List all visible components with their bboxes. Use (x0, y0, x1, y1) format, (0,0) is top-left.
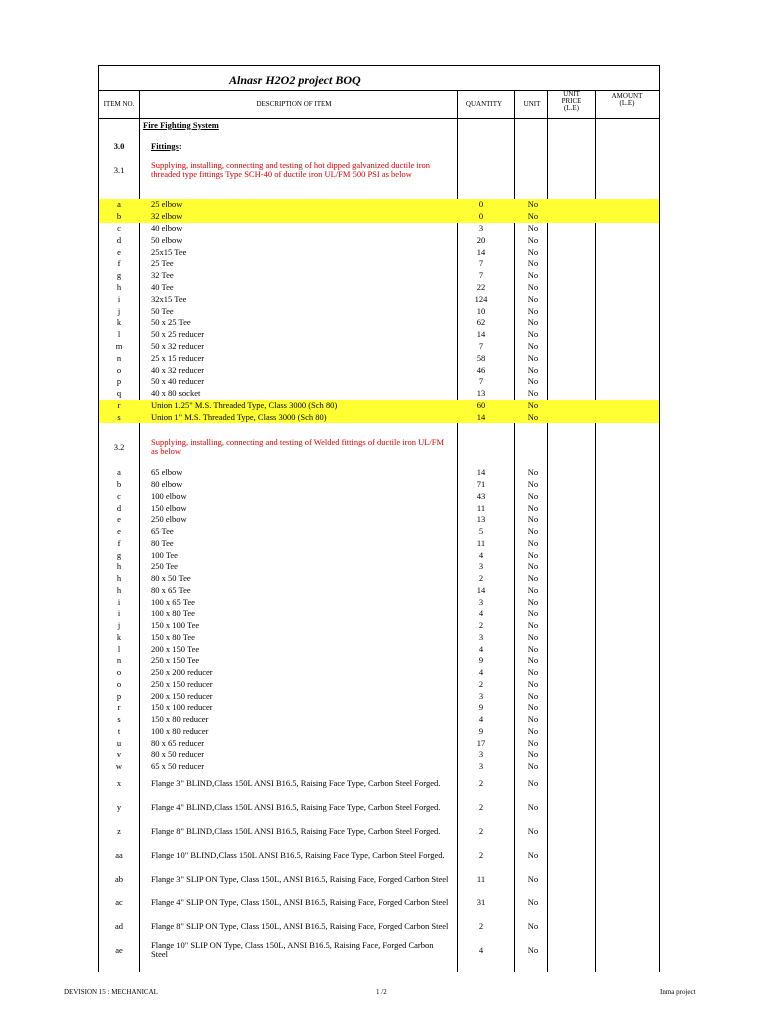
item-quantity: 17 (476, 737, 486, 748)
item-no: f (117, 537, 121, 548)
item-unit: No (527, 305, 539, 316)
item-quantity: 71 (476, 479, 486, 490)
item-quantity: 9 (478, 725, 484, 736)
table-row (99, 643, 659, 655)
section-title: Fire Fighting System (143, 119, 219, 130)
item-quantity: 10 (476, 305, 486, 316)
item-no: o (116, 667, 122, 678)
table-row (99, 772, 659, 796)
table-row (99, 329, 659, 341)
item-unit: No (527, 514, 539, 525)
item-description: 50 Tee (151, 305, 174, 316)
table-row (99, 679, 659, 691)
item-no: j (117, 620, 121, 631)
item-quantity: 3 (478, 631, 484, 642)
item-quantity: 43 (476, 490, 486, 501)
page-title: Alnasr H2O2 project BOQ (229, 73, 361, 87)
item-unit: No (527, 944, 539, 955)
item-unit: No (527, 678, 539, 689)
table-row (99, 305, 659, 317)
item-quantity: 4 (478, 549, 484, 560)
item-unit: No (527, 467, 539, 478)
item-no: l (117, 329, 121, 340)
item-no: s (117, 411, 121, 422)
header-quantity: QUANTITY (465, 99, 503, 108)
item-no: d (116, 502, 122, 513)
item-unit: No (527, 352, 539, 363)
item-quantity: 5 (478, 526, 484, 537)
table-row (99, 796, 659, 820)
item-unit: No (527, 364, 539, 375)
item-no: s (117, 714, 121, 725)
item-no: e (117, 514, 121, 525)
item-description: 200 x 150 Tee (151, 643, 200, 654)
item-unit: No (527, 655, 539, 666)
item-description: 50 x 40 reducer (151, 376, 205, 387)
table-row (99, 714, 659, 726)
item-unit: No (527, 620, 539, 631)
item-unit: No (527, 502, 539, 513)
item-description: 65 x 50 reducer (151, 761, 205, 772)
item-description: 25 elbow (151, 199, 183, 210)
item-no: u (116, 737, 122, 748)
item-unit: No (527, 608, 539, 619)
item-quantity: 3 (478, 749, 484, 760)
table-row (99, 608, 659, 620)
sub-item-3-1 (99, 154, 659, 186)
item-unit: No (527, 802, 539, 813)
item-no: g (116, 549, 122, 560)
item-no: a (117, 467, 121, 478)
item-description: 150 x 100 Tee (151, 620, 200, 631)
item-quantity: 60 (476, 399, 486, 410)
table-row (99, 667, 659, 679)
table-row (99, 388, 659, 400)
item-quantity: 31 (476, 897, 486, 908)
item-no: c (117, 222, 121, 233)
item-description: 100 elbow (151, 490, 187, 501)
item-description: 80 x 50 reducer (151, 749, 205, 760)
table-row (99, 376, 659, 388)
item-description: 80 Tee (151, 537, 174, 548)
item-no: f (117, 258, 121, 269)
item-no: y (116, 802, 122, 813)
item-no: n (116, 655, 122, 666)
item-quantity: 14 (476, 329, 486, 340)
item-description: 40 Tee (151, 281, 174, 292)
item-quantity: 46 (476, 364, 486, 375)
table-row (99, 843, 659, 867)
item-unit: No (527, 537, 539, 548)
sub-item-3-2-text: Supplying, installing, connecting and testing of Welded fittings of ductile iron UL/FM as below (151, 437, 445, 456)
item-no: g (116, 270, 122, 281)
item-quantity: 14 (476, 467, 486, 478)
item-unit: No (527, 849, 539, 860)
item-quantity: 4 (478, 643, 484, 654)
item-no: z (117, 825, 121, 836)
item-no: h (116, 281, 122, 292)
item-quantity: 7 (478, 258, 484, 269)
table-row (99, 400, 659, 412)
table-row (99, 282, 659, 294)
item-no: l (117, 643, 121, 654)
item-no: t (117, 725, 121, 736)
item-description: 50 elbow (151, 234, 183, 245)
item-quantity: 4 (478, 944, 484, 955)
item-quantity: 2 (478, 921, 484, 932)
table-row (99, 246, 659, 258)
item-quantity: 11 (476, 502, 486, 513)
table-row (99, 632, 659, 644)
item-no: b (116, 479, 122, 490)
item-unit: No (527, 340, 539, 351)
item-description: 250 elbow (151, 514, 187, 525)
item-description: 65 elbow (151, 467, 183, 478)
table-row (99, 234, 659, 246)
item-unit: No (527, 388, 539, 399)
item-description: 250 x 200 reducer (151, 667, 213, 678)
item-description: 25 Tee (151, 258, 174, 269)
item-unit: No (527, 329, 539, 340)
item-description: 25x15 Tee (151, 246, 187, 257)
item-description: 40 x 32 reducer (151, 364, 205, 375)
table-row (99, 467, 659, 479)
header-description: DESCRIPTION OF ITEM (256, 99, 332, 108)
item-quantity: 2 (478, 620, 484, 631)
item-unit: No (527, 596, 539, 607)
item-quantity: 0 (478, 211, 484, 222)
item-quantity: 9 (478, 702, 484, 713)
item-description: 100 x 80 Tee (151, 608, 195, 619)
item-no: a (117, 199, 121, 210)
title-row (99, 66, 659, 91)
item-no: i (117, 293, 121, 304)
item-description: Flange 3" BLIND,Class 150L ANSI B16.5, Raising Face Type, Carbon Steel Forged. (151, 778, 441, 789)
sub-item-3-1-text: Supplying, installing, connecting and testing of hot dipped galvanized ductile iron threaded type fittings Type SCH-40 of ductile iron UL/FM 500 PSI as below (151, 160, 431, 179)
item-unit: No (527, 234, 539, 245)
item-quantity: 14 (476, 584, 486, 595)
item-description: Flange 3" SLIP ON Type, Class 150L, ANSI B16.5, Raising Face, Forged Carbon Steel (151, 873, 449, 884)
header-unit: UNIT (523, 99, 541, 108)
item-quantity: 2 (478, 849, 484, 860)
table-row (99, 411, 659, 423)
item-unit: No (527, 584, 539, 595)
item-description: Flange 8" SLIP ON Type, Class 150L, ANSI B16.5, Raising Face, Forged Carbon Steel (151, 921, 449, 932)
item-no: p (116, 376, 122, 387)
item-no: p (116, 690, 122, 701)
item-quantity: 4 (478, 667, 484, 678)
item-no: k (116, 317, 122, 328)
item-unit: No (527, 761, 539, 772)
item-description: 80 x 65 Tee (151, 584, 191, 595)
item-unit: No (527, 270, 539, 281)
item-description: 150 x 80 Tee (151, 631, 195, 642)
table-row (99, 293, 659, 305)
item-no: r (117, 702, 121, 713)
item-no: n (116, 352, 122, 363)
item-description: 50 x 32 reducer (151, 340, 205, 351)
item-unit: No (527, 246, 539, 257)
item-description: Union 1" M.S. Threaded Type, Class 3000 (Sch 80) (151, 411, 327, 422)
item-unit: No (527, 479, 539, 490)
table-row (99, 364, 659, 376)
item-unit: No (527, 376, 539, 387)
item-unit: No (527, 873, 539, 884)
item-quantity: 4 (478, 608, 484, 619)
item-description: 150 x 100 reducer (151, 702, 213, 713)
table-row (99, 258, 659, 270)
item-no: h (116, 584, 122, 595)
table-row (99, 502, 659, 514)
table-row (99, 702, 659, 714)
table-row (99, 915, 659, 939)
item-no: w (115, 761, 123, 772)
item-quantity: 7 (478, 340, 484, 351)
table-header (99, 90, 659, 119)
table-row (99, 690, 659, 702)
item-no: e (117, 526, 121, 537)
item-description: Flange 8" BLIND,Class 150L ANSI B16.5, Raising Face Type, Carbon Steel Forged. (151, 825, 441, 836)
item-unit: No (527, 549, 539, 560)
fittings-row (99, 140, 659, 152)
item-quantity: 20 (476, 234, 486, 245)
item-description: 100 x 65 Tee (151, 596, 195, 607)
item-unit: No (527, 293, 539, 304)
fittings-label-wrap (151, 140, 451, 152)
item-quantity: 13 (476, 514, 486, 525)
item-unit: No (527, 631, 539, 642)
item-description: Flange 10" BLIND,Class 150L ANSI B16.5, Raising Face Type, Carbon Steel Forged. (151, 849, 445, 860)
table-row (99, 749, 659, 761)
item-no: ad (114, 921, 124, 932)
table-row (99, 199, 659, 211)
item-unit: No (527, 222, 539, 233)
item-quantity: 2 (478, 678, 484, 689)
item-no: r (117, 399, 121, 410)
item-unit: No (527, 258, 539, 269)
item-quantity: 0 (478, 199, 484, 210)
table-row (99, 549, 659, 561)
item-description: 250 Tee (151, 561, 178, 572)
item-quantity: 62 (476, 317, 486, 328)
item-no: h (116, 561, 122, 572)
item-quantity: 58 (476, 352, 486, 363)
header-unit-price-line3: (L.E) (564, 104, 579, 112)
item-unit: No (527, 399, 539, 410)
item-quantity: 4 (478, 714, 484, 725)
item-no: i (117, 596, 121, 607)
boq-sheet (98, 65, 660, 972)
item-quantity: 11 (476, 537, 486, 548)
fittings-item-no: 3.0 (113, 140, 125, 151)
item-quantity: 2 (478, 802, 484, 813)
item-quantity: 11 (476, 873, 486, 884)
item-quantity: 9 (478, 655, 484, 666)
sub-item-3-2 (99, 435, 659, 459)
header-item-no: ITEM NO. (103, 99, 135, 108)
item-unit: No (527, 490, 539, 501)
footer-page-number: 1 /2 (376, 988, 387, 996)
table-row (99, 585, 659, 597)
item-description: 40 elbow (151, 222, 183, 233)
header-amount-line2: (L.E) (619, 99, 635, 107)
item-unit: No (527, 825, 539, 836)
table-row (99, 341, 659, 353)
item-quantity: 13 (476, 388, 486, 399)
table-row (99, 491, 659, 503)
item-unit: No (527, 921, 539, 932)
item-quantity: 3 (478, 761, 484, 772)
item-unit: No (527, 702, 539, 713)
item-unit: No (527, 281, 539, 292)
item-description: 100 x 80 reducer (151, 725, 209, 736)
table-row (99, 526, 659, 538)
item-description: 80 x 65 reducer (151, 737, 205, 748)
item-unit: No (527, 737, 539, 748)
item-no: h (116, 573, 122, 584)
item-no: i (117, 608, 121, 619)
table-row (99, 596, 659, 608)
item-description: Flange 10" SLIP ON Type, Class 150L, ANSI B16.5, Raising Face, Forged Carbon Steel (151, 940, 434, 960)
item-description: 100 Tee (151, 549, 178, 560)
item-no: c (117, 490, 121, 501)
item-description: Union 1.25" M.S. Threaded Type, Class 3000 (Sch 80) (151, 399, 338, 410)
item-unit: No (527, 199, 539, 210)
item-description: 150 x 80 reducer (151, 714, 209, 725)
item-quantity: 14 (476, 411, 486, 422)
item-unit: No (527, 643, 539, 654)
item-quantity: 3 (478, 561, 484, 572)
item-quantity: 14 (476, 246, 486, 257)
table-row (99, 514, 659, 526)
item-quantity: 22 (476, 281, 486, 292)
table-row (99, 211, 659, 223)
header-amount-line1: AMOUNT (611, 92, 643, 100)
item-no: m (115, 340, 123, 351)
item-no: x (116, 778, 122, 789)
table-row (99, 655, 659, 667)
item-description: 32x15 Tee (151, 293, 187, 304)
item-description: 40 x 80 socket (151, 388, 201, 399)
item-no: ab (114, 873, 124, 884)
item-quantity: 3 (478, 690, 484, 701)
item-no: e (117, 246, 121, 257)
item-unit: No (527, 897, 539, 908)
item-quantity: 7 (478, 270, 484, 281)
table-row (99, 726, 659, 738)
table-row (99, 820, 659, 844)
table-row (99, 737, 659, 749)
item-description: Flange 4" SLIP ON Type, Class 150L, ANSI B16.5, Raising Face, Forged Carbon Steel (151, 897, 449, 908)
item-quantity: 2 (478, 573, 484, 584)
table-row (99, 891, 659, 915)
item-description: Flange 4" BLIND,Class 150L ANSI B16.5, Raising Face Type, Carbon Steel Forged. (151, 802, 441, 813)
item-quantity: 124 (474, 293, 488, 304)
item-description: 80 x 50 Tee (151, 573, 191, 584)
table-row (99, 867, 659, 891)
item-description: 65 Tee (151, 526, 174, 537)
item-no: d (116, 234, 122, 245)
item-unit: No (527, 725, 539, 736)
item-no: ac (115, 897, 123, 908)
item-description: 250 x 150 Tee (151, 655, 200, 666)
item-unit: No (527, 317, 539, 328)
item-unit: No (527, 411, 539, 422)
item-unit: No (527, 561, 539, 572)
item-no: k (116, 631, 122, 642)
item-unit: No (527, 749, 539, 760)
item-no: q (116, 388, 122, 399)
item-description: 200 x 150 reducer (151, 690, 213, 701)
table-row (99, 317, 659, 329)
sub-item-3-1-no: 3.1 (113, 164, 125, 175)
header-unit-price-line1: UNIT (563, 90, 580, 98)
item-unit: No (527, 714, 539, 725)
item-description: 150 elbow (151, 502, 187, 513)
header-unit-price-line2: PRICE (561, 97, 582, 105)
table-row (99, 561, 659, 573)
table-row (99, 573, 659, 585)
fittings-suffix: : (178, 140, 182, 151)
table-row (99, 538, 659, 550)
item-description: 50 x 25 Tee (151, 317, 191, 328)
sub-item-3-2-no: 3.2 (113, 441, 125, 452)
item-description: 32 elbow (151, 211, 183, 222)
table-row (99, 223, 659, 235)
item-no: b (116, 211, 122, 222)
item-no: aa (115, 849, 123, 860)
item-quantity: 3 (478, 222, 484, 233)
header-amount (596, 90, 658, 121)
table-row (99, 270, 659, 282)
item-unit: No (527, 526, 539, 537)
item-quantity: 3 (478, 596, 484, 607)
item-quantity: 2 (478, 825, 484, 836)
section-title-row (99, 118, 659, 132)
fittings-label: Fittings (151, 140, 179, 151)
header-unit-price (549, 90, 594, 119)
item-description: 50 x 25 reducer (151, 329, 205, 340)
item-no: o (116, 364, 122, 375)
table-row (99, 761, 659, 773)
footer-project: Inma project (660, 988, 696, 996)
item-description: 80 elbow (151, 479, 183, 490)
table-row (99, 352, 659, 364)
item-no: ae (115, 944, 123, 955)
table-row (99, 479, 659, 491)
item-unit: No (527, 690, 539, 701)
item-description: 250 x 150 reducer (151, 678, 213, 689)
item-unit: No (527, 573, 539, 584)
item-no: o (116, 678, 122, 689)
table-row (99, 620, 659, 632)
item-unit: No (527, 211, 539, 222)
item-no: j (117, 305, 121, 316)
item-description: 25 x 15 reducer (151, 352, 205, 363)
item-quantity: 7 (478, 376, 484, 387)
item-unit: No (527, 667, 539, 678)
table-row (99, 939, 659, 963)
item-no: v (116, 749, 122, 760)
item-unit: No (527, 778, 539, 789)
item-quantity: 2 (478, 778, 484, 789)
item-description: 32 Tee (151, 270, 174, 281)
footer-division: DEVISION 15 : MECHANICAL (64, 988, 158, 996)
